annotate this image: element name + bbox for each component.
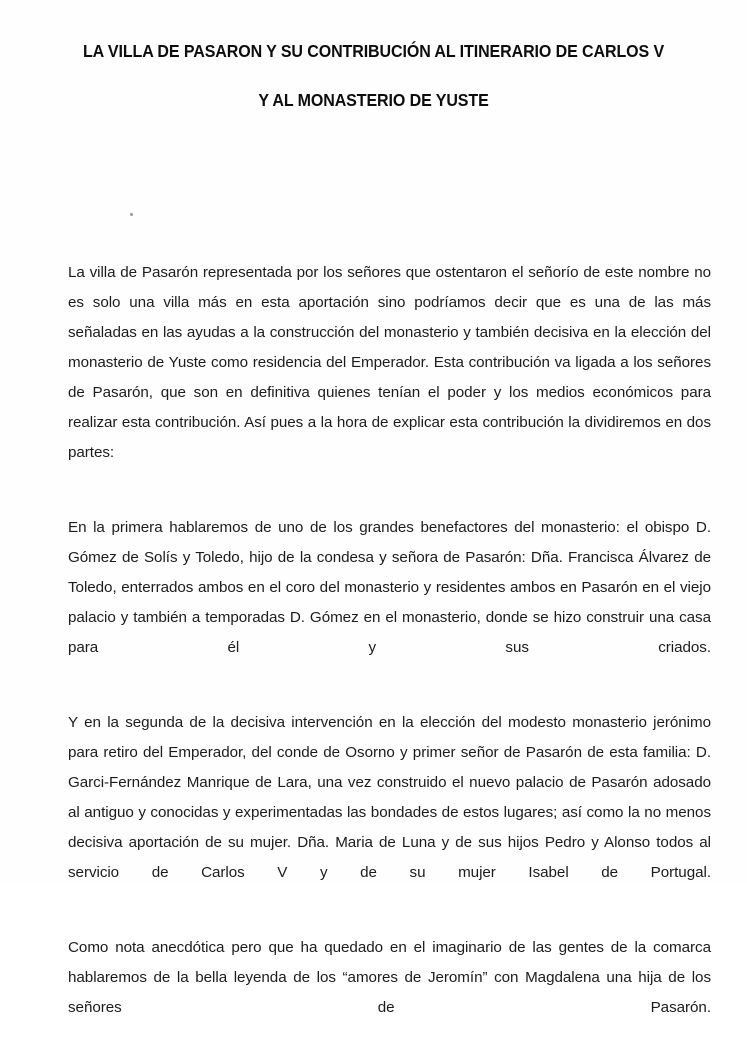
scan-artifact-speck — [130, 213, 133, 216]
title-line-1: LA VILLA DE PASARON Y SU CONTRIBUCIÓN AL ITINERARIO DE CARLOS V — [82, 41, 665, 61]
title-line-2: Y AL MONASTERIO DE YUSTE — [258, 90, 489, 110]
paragraph-2: En la primera hablaremos de uno de los grandes benefactores del monasterio: el obispo D. Gómez de Solís y Toledo, hijo de la condesa y señora de Pasarón: Dña. Francisca Álvarez de Toledo, enterrados ambos en el coro del monasterio y residentes ambos en Pasarón en el viejo palacio y también a temporadas D. Gómez en el monasterio, donde se hizo construir una casa para él y sus criados. — [68, 519, 711, 656]
page-title — [0, 38, 747, 113]
document-body — [68, 258, 711, 1053]
paragraph-1: La villa de Pasarón representada por los señores que ostentaron el señorío de este nombre no es solo una villa más en esta aportación sino podríamos decir que es una de las más señaladas en las ayudas a la construcción del monasterio y también decisiva en la elección del monasterio de Yuste como residencia del Emperador. Esta contribución va ligada a los señores de Pasarón, que son en definitiva quienes tenían el poder y los medios económicos para realizar esta contribución. Así pues a la hora de explicar esta contribución la dividiremos en dos partes: — [68, 264, 711, 461]
paragraph-3: Y en la segunda de la decisiva intervención en la elección del modesto monasterio jerónimo para retiro del Emperador, del conde de Osorno y primer señor de Pasarón de esta familia: D. Garci-Fernández Manrique de Lara, una vez construido el nuevo palacio de Pasarón adosado al antiguo y conocidas y experimentadas las bondades de estos lugares; así como la no menos decisiva aportación de su mujer. Dña. Maria de Luna y de sus hijos Pedro y Alonso todos al servicio de Carlos V y de su mujer Isabel de Portugal. — [68, 714, 711, 881]
paragraph-4: Como nota anecdótica pero que ha quedado en el imaginario de las gentes de la comarca hablaremos de la bella leyenda de los “amores de Jeromín” con Magdalena una hija de los señores de Pasarón. — [68, 939, 711, 1016]
